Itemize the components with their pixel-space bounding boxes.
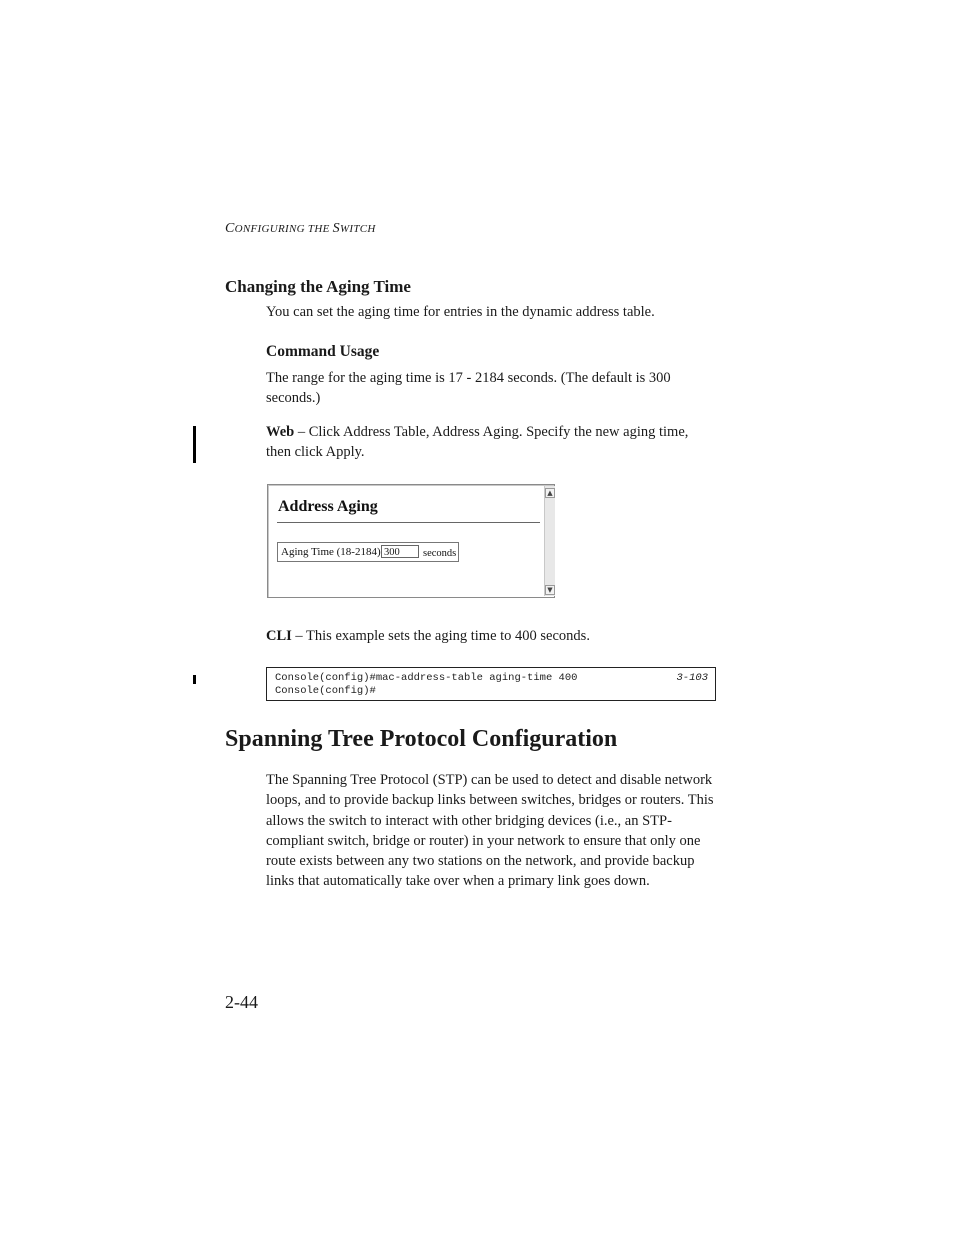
seconds-unit-label: seconds [423,548,457,559]
screenshot-title: Address Aging [278,498,378,515]
change-bar [193,675,196,684]
code-line: Console(config)# [275,685,376,697]
change-bar [193,426,196,463]
web-text: – Click Address Table, Address Aging. Specify the new aging time, then click Apply. [266,424,689,460]
section-heading: Changing the Aging Time [225,277,411,296]
code-line: Console(config)#mac-address-table aging-time 400 [275,672,578,684]
stp-heading: Spanning Tree Protocol Configuration [225,726,618,752]
address-aging-screenshot [267,484,555,598]
screenshot-divider [277,522,540,523]
command-usage-heading: Command Usage [266,343,380,360]
running-header: CONFIGURING THE SWITCH [225,221,376,236]
command-reference: 3-103 [676,672,708,684]
scroll-down-icon[interactable]: ▼ [545,585,555,595]
aging-time-form [277,542,459,562]
page-number: 2-44 [225,992,258,1012]
stp-paragraph: The Spanning Tree Protocol (STP) can be used to detect and disable network loops, and to provide backup links between switches, bridges or routers. This allows the switch to interact with other bridging devices (i.e., an STP-compliant switch, bridge or router) in your network to ensure that only one route exists between any two stations on the network, and provide backup links that automatically take over when a primary link goes down. [266,772,714,890]
range-paragraph: The range for the aging time is 17 - 2184 seconds. (The default is 300 seconds.) [266,370,671,406]
web-paragraph [266,422,716,462]
web-label: Web [266,424,295,440]
vertical-scrollbar[interactable] [544,486,555,596]
aging-time-label: Aging Time (18-2184) [281,546,381,558]
scroll-up-icon[interactable]: ▲ [545,488,555,498]
intro-paragraph: You can set the aging time for entries in the dynamic address table. [266,304,655,320]
cli-text: – This example sets the aging time to 400 seconds. [291,628,590,644]
cli-code-block [266,667,716,701]
aging-time-input[interactable]: 300 [381,545,419,558]
cli-label: CLI [266,628,292,644]
cli-paragraph [266,626,716,646]
